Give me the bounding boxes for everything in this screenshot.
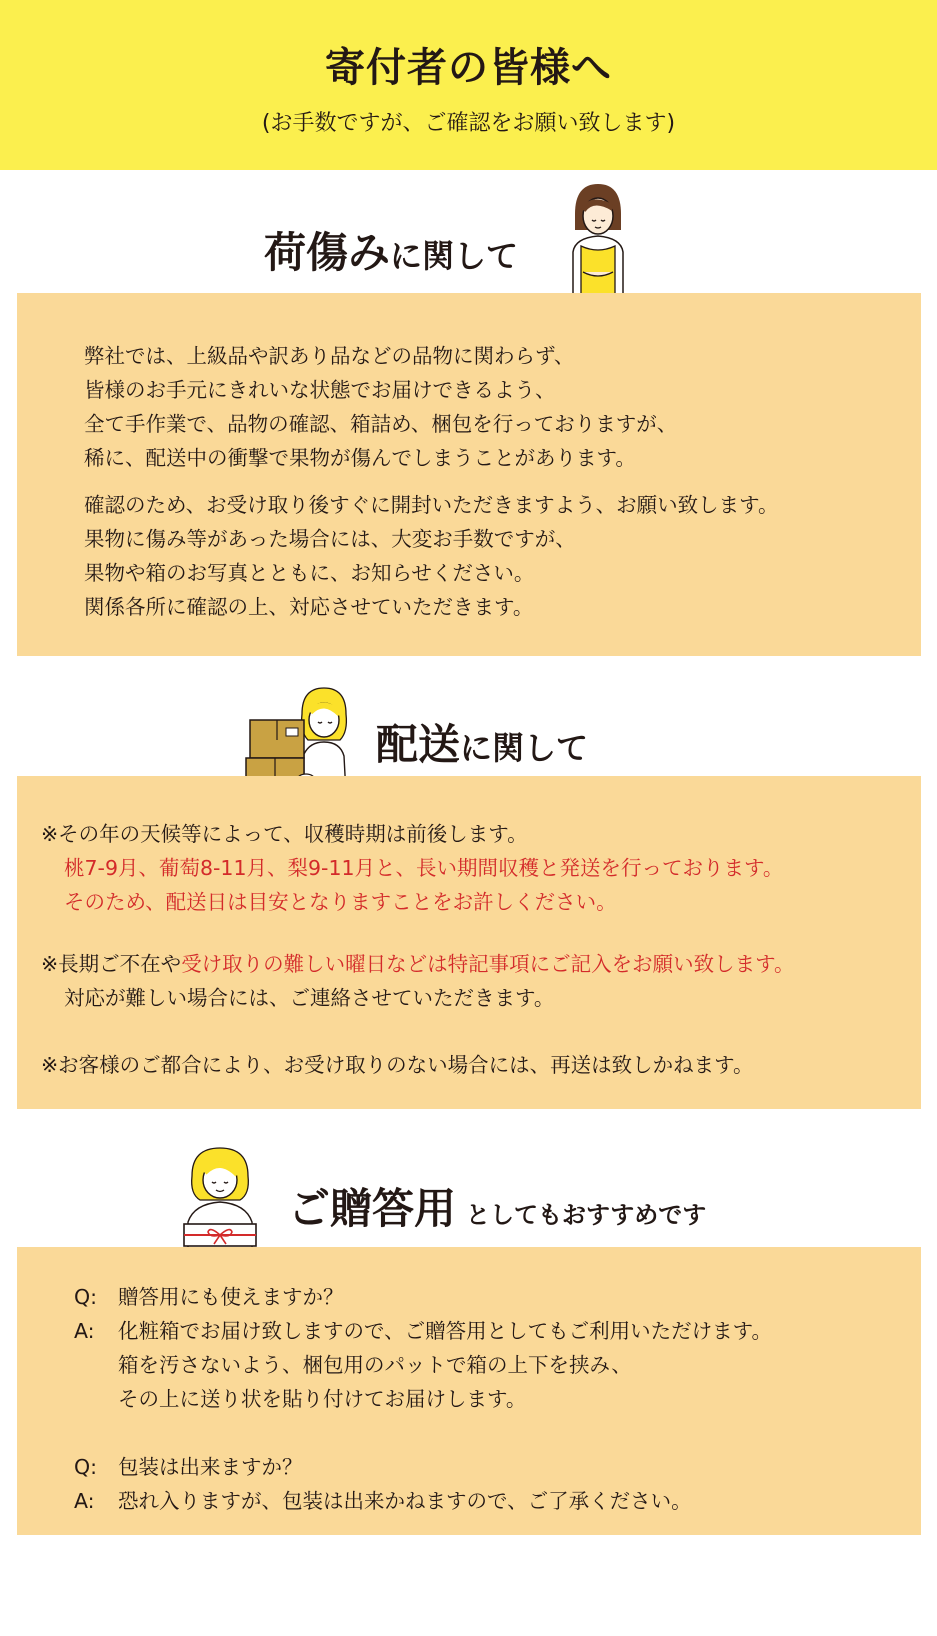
damage-text-line: 稀に、配送中の衝撃で果物が傷んでしまうことがあります。	[84, 446, 636, 470]
damage-text-line: 確認のため、お受け取り後すぐに開封いただきますよう、お願い致します。	[84, 493, 779, 517]
gift-heading-tail: としてもおすすめです	[466, 1201, 707, 1229]
damage-panel	[17, 293, 921, 656]
delivery-heading	[376, 712, 588, 772]
damage-heading-rest: に関して	[390, 237, 519, 275]
answer-text: その上に送り状を貼り付けてお届けします。	[118, 1387, 527, 1411]
page-title: 寄付者の皆様へ	[325, 45, 612, 91]
header-banner	[0, 0, 937, 170]
damage-text-line: 果物や箱のお写真とともに、お知らせください。	[84, 561, 535, 585]
delivery-panel	[17, 776, 921, 1109]
delivery-note: ※お客様のご都合により、お受け取りのない場合には、再送は致しかねます。	[41, 1053, 754, 1077]
damage-text-line: 皆様のお手元にきれいな状態でお届けできるよう、	[84, 378, 556, 402]
delivery-note	[41, 950, 795, 978]
question-text: 包装は出来ますか？	[118, 1455, 303, 1479]
gift-heading-main: ご贈答用	[288, 1184, 457, 1233]
delivery-heading-main: 配送	[376, 720, 461, 769]
delivery-note-red: そのため、配送日は目安となりますことをお許しください。	[64, 890, 617, 914]
answer-text: 箱を汚さないよう、梱包用のパットで箱の上下を挟み、	[118, 1353, 632, 1377]
damage-text-line: 弊社では、上級品や訳あり品などの品物に関わらず、	[84, 344, 575, 368]
damage-text-line: 果物に傷み等があった場合には、大変お手数ですが、	[84, 527, 576, 551]
gift-panel	[17, 1247, 921, 1535]
delivery-note-red: 受け取りの難しい曜日などは特記事項にご記入をお願い致します。	[181, 952, 795, 976]
page-subtitle: (お手数ですが、ご確認をお願い致します)	[261, 111, 676, 136]
delivery-note: ※その年の天候等によって、収穫時期は前後します。	[41, 822, 528, 846]
question-label: Q:	[74, 1455, 98, 1479]
woman-apron-icon	[565, 180, 631, 298]
delivery-note-prefix: ※長期ご不在や	[41, 952, 182, 976]
damage-text-line: 関係各所に確認の上、対応させていただきます。	[84, 595, 534, 619]
delivery-heading-rest: に関して	[460, 729, 589, 767]
answer-text: 化粧箱でお届け致しますので、ご贈答用としてもご利用いただけます。	[118, 1319, 772, 1343]
person-with-gift-icon	[178, 1142, 262, 1252]
question-text: 贈答用にも使えますか？	[118, 1285, 344, 1309]
damage-heading-main: 荷傷み	[264, 228, 391, 277]
delivery-note-red: 桃7-9月、葡萄8-11月、梨9-11月と、長い期間収穫と発送を行っております。	[64, 856, 784, 880]
answer-label: A:	[74, 1489, 95, 1513]
question-label: Q:	[74, 1285, 98, 1309]
answer-text: 恐れ入りますが、包装は出来かねますので、ご了承ください。	[118, 1489, 692, 1513]
damage-heading	[264, 220, 518, 280]
delivery-note: 対応が難しい場合には、ご連絡させていただきます。	[64, 986, 555, 1010]
damage-text-line: 全て手作業で、品物の確認、箱詰め、梱包を行っておりますが、	[84, 412, 678, 436]
answer-label: A:	[74, 1319, 95, 1343]
gift-heading	[288, 1176, 706, 1236]
